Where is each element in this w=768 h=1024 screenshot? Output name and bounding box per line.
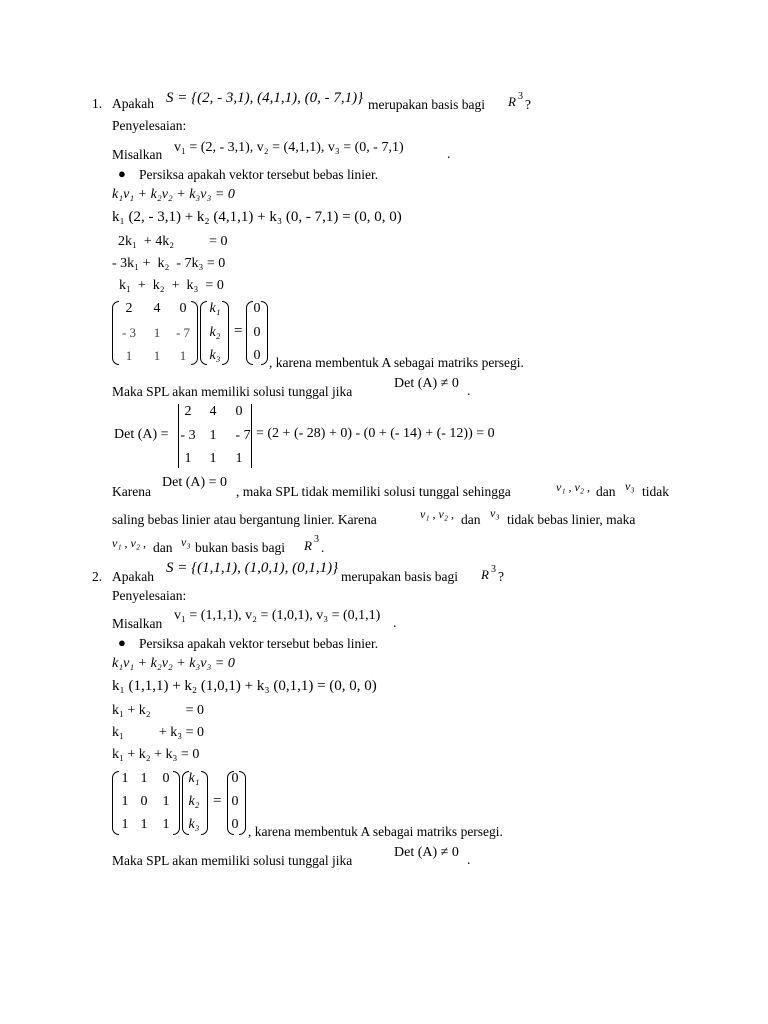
let-label: Misalkan — [112, 147, 163, 162]
rhs-cell: 0 — [253, 348, 261, 363]
problem-number: 1. — [92, 96, 103, 111]
system-row-3: k₁ + k₂ + k₃ = 0 — [112, 278, 224, 293]
matrix-cell: 1 — [121, 771, 129, 786]
unique-solution-expr: Det (A) ≠ 0 — [394, 845, 459, 860]
det-cell: - 7 — [235, 428, 251, 443]
space-exponent: 3 — [518, 91, 523, 102]
rhs-cell: 0 — [253, 325, 261, 340]
system-row-2: - 3k₁ + k₂ - 7k₃ = 0 — [112, 256, 226, 271]
problem-number: 2. — [92, 569, 103, 584]
matrix-cell: 1 — [121, 794, 129, 809]
question-end: ? — [525, 97, 531, 112]
matrix-note: , karena membentuk A sebagai matriks persegi. — [248, 824, 503, 839]
det-cell: 1 — [235, 451, 243, 466]
set-expression: S = {(2, - 3,1), (4,1,1), (0, - 7,1)} — [166, 90, 364, 106]
question-end: ? — [498, 569, 504, 584]
let-end: . — [393, 615, 397, 630]
matrix-cell: 0 — [162, 771, 170, 786]
space-symbol: R — [481, 567, 489, 582]
let-end: . — [447, 146, 451, 161]
rhs-cell: 0 — [231, 771, 239, 786]
system-row-2: k₁ + k₃ = 0 — [112, 725, 205, 740]
determinant-rhs: = (2 + (- 28) + 0) - (0 + (- 14) + (- 12)) = 0 — [256, 426, 495, 441]
expanded-eq: k₁ (2, - 3,1) + k₂ (4,1,1) + k₃ (0, - 7,1) = (0, 0, 0) — [112, 209, 402, 225]
det-cell: 0 — [235, 404, 243, 419]
check-item: Persiksa apakah vektor tersebut bebas linier. — [139, 167, 379, 182]
matrix-cell: 1 — [153, 348, 161, 363]
matrix-cell: 1 — [125, 348, 133, 363]
question-mid: merupakan basis bagi — [341, 569, 458, 584]
space-symbol: R — [508, 94, 516, 109]
unknown-cell: k₁ — [188, 771, 200, 786]
question-prefix: Apakah — [112, 96, 154, 111]
solution-label: Penyelesaian: — [112, 588, 187, 603]
system-row-1: 2k₁ + 4k₂ = 0 — [118, 234, 228, 249]
det-cell: 1 — [184, 451, 192, 466]
matrix-cell: 1 — [121, 817, 129, 832]
bullet-icon: ● — [118, 635, 126, 650]
space-exponent: 3 — [491, 564, 496, 575]
check-item: Persiksa apakah vektor tersebut bebas linier. — [139, 636, 379, 651]
matrix-cell: 1 — [140, 771, 148, 786]
system-row-3: k₁ + k₂ + k₃ = 0 — [112, 747, 200, 762]
question-prefix: Apakah — [112, 569, 154, 584]
matrix-cell: 4 — [153, 301, 161, 316]
question-mid: merupakan basis bagi — [368, 97, 485, 112]
det-cell: 1 — [209, 428, 217, 443]
matrix-cell: - 7 — [175, 325, 191, 340]
matrix-cell: - 3 — [121, 325, 137, 340]
matrix-cell: 0 — [140, 794, 148, 809]
unknown-cell: k₂ — [209, 325, 221, 340]
det-cell: - 3 — [180, 428, 196, 443]
expanded-eq: k₁ (1,1,1) + k₂ (1,0,1) + k₃ (0,1,1) = (0, 0, 0) — [112, 678, 377, 694]
det-cell: 4 — [209, 404, 217, 419]
unknown-cell: k₂ — [188, 794, 200, 809]
matrix-note: , karena membentuk A sebagai matriks persegi. — [269, 355, 524, 370]
rhs-cell: 0 — [231, 817, 239, 832]
matrix-cell: 1 — [153, 325, 161, 340]
det-cell: 2 — [184, 404, 192, 419]
bullet-icon: ● — [118, 166, 126, 181]
unique-solution-text: Maka SPL akan memiliki solusi tunggal jika — [112, 384, 353, 399]
matrix-cell: 1 — [140, 817, 148, 832]
unique-solution-end: . — [467, 852, 471, 867]
system-row-1: k₁ + k₂ = 0 — [112, 703, 205, 718]
unique-solution-expr: Det (A) ≠ 0 — [394, 376, 459, 391]
determinant-lhs: Det (A) = — [114, 427, 169, 442]
set-expression: S = {(1,1,1), (1,0,1), (0,1,1)} — [166, 560, 339, 576]
let-expression: v₁ = (2, - 3,1), v₂ = (4,1,1), v₃ = (0, - 7,1) — [174, 140, 404, 155]
det-cell: 1 — [209, 451, 217, 466]
rhs-cell: 0 — [253, 301, 261, 316]
unknown-cell: k₃ — [188, 817, 200, 832]
matrix-cell: 1 — [162, 817, 170, 832]
unknown-cell: k₃ — [209, 348, 221, 363]
linear-combination-eq: k₁v₁ + k₂v₂ + k₃v₃ = 0 — [112, 187, 235, 202]
unique-solution-text: Maka SPL akan memiliki solusi tunggal jika — [112, 853, 353, 868]
matrix-cell: 1 — [162, 794, 170, 809]
let-expression: v₁ = (1,1,1), v₂ = (1,0,1), v₃ = (0,1,1) — [174, 608, 381, 623]
rhs-cell: 0 — [231, 794, 239, 809]
solution-label: Penyelesaian: — [112, 118, 187, 133]
matrix-cell: 0 — [179, 301, 187, 316]
unique-solution-end: . — [467, 383, 471, 398]
let-label: Misalkan — [112, 616, 163, 631]
linear-combination-eq: k₁v₁ + k₂v₂ + k₃v₃ = 0 — [112, 656, 235, 671]
matrix-cell: 1 — [179, 348, 187, 363]
unknown-cell: k₁ — [209, 301, 221, 316]
matrix-cell: 2 — [125, 301, 133, 316]
